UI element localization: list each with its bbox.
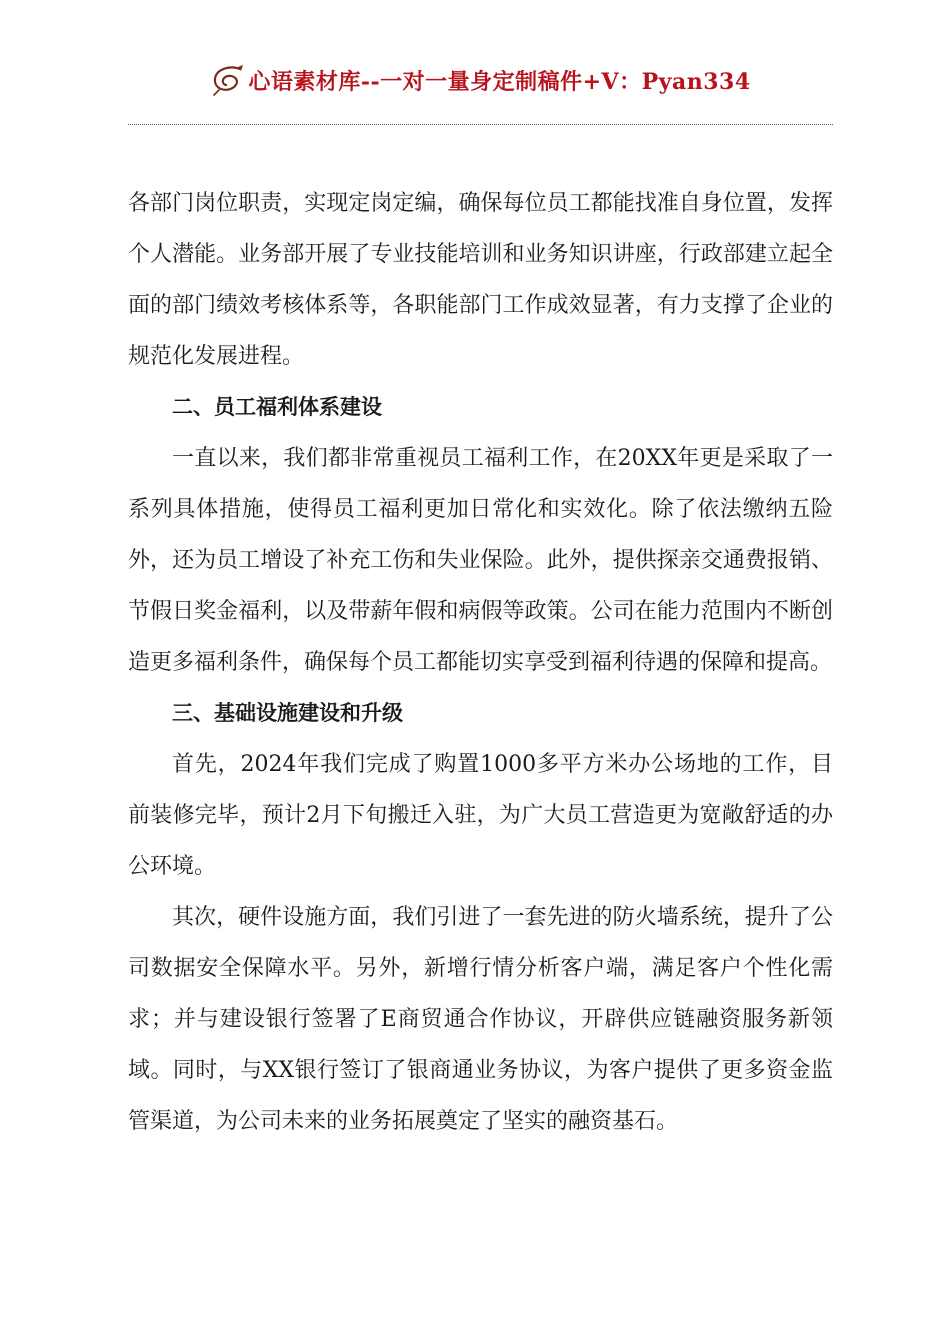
section-heading-infrastructure: 三、基础设施建设和升级 <box>172 701 403 725</box>
header-title: 心语素材库--一对一量身定制稿件+V：Pyan334 <box>248 68 751 95</box>
document-body <box>128 178 833 1147</box>
section-heading-welfare: 二、员工福利体系建设 <box>172 395 382 419</box>
header-divider <box>128 124 833 125</box>
paragraph-infrastructure-2: 其次，硬件设施方面，我们引进了一套先进的防火墙系统，提升了公司数据安全保障水平。另外，新增行情分析客户端，满足客户个性化需求；并与建设银行签署了E商贸通合作协议，开辟供应链融资服务新领域。同时，与XX银行签订了银商通业务协议，为客户提供了更多资金监管渠道，为公司未来的业务拓展奠定了坚实的融资基石。 <box>128 905 833 1134</box>
paragraph-infrastructure-1: 首先，2024年我们完成了购置1000多平方米办公场地的工作，目前装修完毕，预计2月下旬搬迁入驻，为广大员工营造更为宽敞舒适的办公环境。 <box>128 752 833 879</box>
quill-swirl-logo-icon <box>210 63 246 97</box>
paragraph-continued: 各部门岗位职责，实现定岗定编，确保每位员工都能找准自身位置，发挥个人潜能。业务部开展了专业技能培训和业务知识讲座，行政部建立起全面的部门绩效考核体系等，各职能部门工作成效显著，有力支撑了企业的规范化发展进程。 <box>128 191 833 369</box>
paragraph-welfare: 一直以来，我们都非常重视员工福利工作，在20XX年更是采取了一系列具体措施，使得员工福利更加日常化和实效化。除了依法缴纳五险外，还为员工增设了补充工伤和失业保险。此外，提供探亲交通费报销、节假日奖金福利，以及带薪年假和病假等政策。公司在能力范围内不断创造更多福利条件，确保每个员工都能切实享受到福利待遇的保障和提高。 <box>128 446 833 675</box>
page-header <box>128 58 833 102</box>
